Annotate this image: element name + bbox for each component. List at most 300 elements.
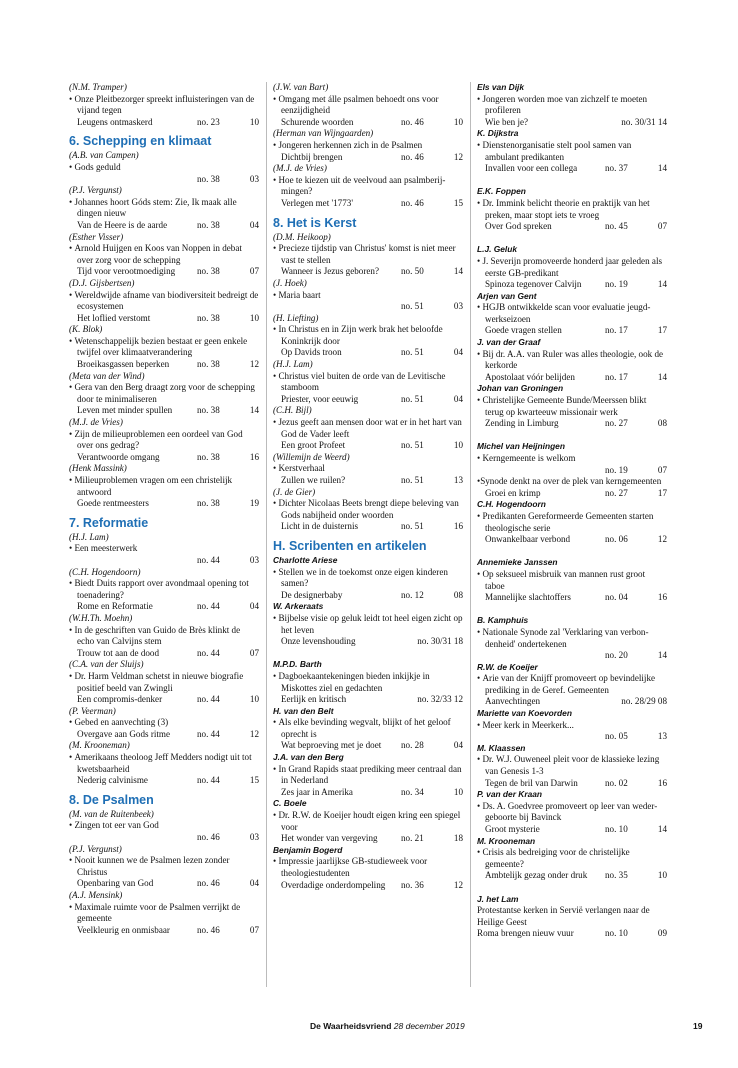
article-reference: [477, 221, 667, 233]
issue-number: no. 17: [605, 371, 628, 382]
column-2: [273, 82, 463, 891]
page-ref: 15: [453, 197, 463, 208]
issue-number: no. 44: [197, 775, 220, 786]
article-description: • Dr. W.J. Ouweneel pleit voor de klassieke lezing van Genesis 1-3: [477, 754, 667, 777]
article-reference: [477, 592, 667, 604]
article-title: Trouw tot aan de dood: [77, 647, 160, 658]
page-ref: 03: [249, 832, 259, 843]
issue-number: no. 44: [197, 694, 220, 705]
author-name: (Willemijn de Weerd): [273, 451, 350, 462]
section-heading: 8. De Psalmen: [69, 792, 154, 807]
article-reference: [477, 870, 667, 882]
article-reference: [69, 775, 259, 787]
article-title: Apostolaat vóór belijden: [485, 371, 575, 382]
article-description: • Amerikaans theoloog Jeff Medders nodigt uit tot kwetsbaarheid: [69, 752, 259, 775]
article-description: • Gebed en aanvechting (3): [69, 717, 259, 729]
article-description: • Dienstenorganisatie stelt pool samen van ambulant predikanten: [477, 140, 667, 163]
article-description: • Een meesterwerk: [69, 543, 259, 555]
issue-number: no. 51: [401, 393, 424, 404]
author-name: Mariette van Koevorden: [477, 708, 572, 719]
issue-number: no. 38: [197, 266, 220, 277]
article-description: • Arnold Huijgen en Koos van Noppen in debat over zorg voor de schepping: [69, 243, 259, 266]
author-name: E.K. Foppen: [477, 186, 526, 197]
article-reference: [69, 694, 259, 706]
issue-number: no. 19: [605, 279, 628, 290]
author-name: (A.J. Mensink): [69, 890, 123, 900]
article-reference: [273, 475, 463, 487]
author-name: R.W. de Koeijer: [477, 661, 538, 672]
author-name: B. Kamphuis: [477, 615, 529, 626]
section-heading: H. Scribenten en artikelen: [273, 538, 427, 553]
article-reference: [477, 778, 667, 790]
article-reference: [69, 452, 259, 464]
article-reference: [477, 731, 667, 743]
issue-number: no. 51: [401, 301, 424, 312]
author-name: (P. Veerman): [69, 705, 116, 716]
issue-number: no. 27: [605, 418, 628, 429]
article-reference: [273, 266, 463, 278]
author-name: C. Boele: [273, 798, 307, 809]
article-title: Roma brengen nieuw vuur: [477, 928, 574, 939]
article-title: Invallen voor een collega: [485, 163, 578, 174]
article-reference: [273, 117, 463, 129]
article-description: • Kerngemeente is welkom: [477, 453, 667, 465]
article-description: • Stellen we in de toekomst onze eigen kinderen samen?: [273, 567, 463, 590]
article-description: • Predikanten Gereformeerde Gemeenten starten theologische serie: [477, 511, 667, 534]
author-name: (J.W. van Bart): [273, 82, 329, 92]
article-reference: [273, 590, 463, 602]
article-title: Tegen de bril van Darwin: [485, 777, 578, 788]
page-ref: 08: [453, 589, 463, 600]
article-reference: [69, 174, 259, 186]
article-reference: [69, 498, 259, 510]
section-heading: 8. Het is Kerst: [273, 215, 357, 230]
article-reference: [477, 928, 667, 940]
article-description: • Impressie jaarlijkse GB-studieweek voor theologiestudenten: [273, 856, 463, 879]
article-title: Rome en Reformatie: [77, 601, 153, 612]
article-reference: [69, 266, 259, 278]
issue-number: no. 35: [605, 870, 628, 881]
article-reference: [69, 313, 259, 325]
article-description: • Bijbelse visie op geluk leidt tot heel eigen zicht op het leven: [273, 613, 463, 636]
article-reference: [69, 832, 259, 844]
issue-number: no. 28: [401, 740, 424, 751]
issue-number: no. 38: [197, 359, 220, 370]
issue-number: no. 46: [197, 924, 220, 935]
page-ref: 08: [657, 418, 667, 429]
article-title: Over God spreken: [485, 221, 552, 232]
page-ref: 12: [453, 151, 463, 162]
spacer: [477, 882, 667, 894]
article-reference: [69, 925, 259, 937]
page-ref: 10: [657, 870, 667, 881]
article-reference: [273, 394, 463, 406]
article-reference: [273, 440, 463, 452]
article-title: Verlegen met '1773': [281, 197, 353, 208]
article-description: • Dr. R.W. de Koeijer houdt eigen kring een spiegel voor: [273, 810, 463, 833]
author-name: M.P.D. Barth: [273, 659, 322, 670]
page-ref: 16: [657, 777, 667, 788]
issue-number: no. 51: [401, 347, 424, 358]
issue-and-page: no. 30/31 18: [417, 636, 463, 647]
article-reference: [273, 521, 463, 533]
page-ref: 19: [249, 498, 259, 509]
author-name: (H.J. Lam): [69, 531, 109, 542]
page-ref: 14: [453, 266, 463, 277]
issue-number: no. 51: [401, 440, 424, 451]
article-description: • Ds. A. Goedvree promoveert op leer van weder-geboorte bij Bavinck: [477, 801, 667, 824]
author-name: (Esther Visser): [69, 231, 124, 242]
author-name: (M. van de Ruitenbeek): [69, 808, 154, 819]
page-ref: 04: [453, 347, 463, 358]
page-ref: 07: [249, 924, 259, 935]
author-name: Els van Dijk: [477, 82, 525, 92]
issue-number: no. 34: [401, 786, 424, 797]
author-name: (M.J. de Vries): [69, 417, 123, 428]
page-ref: 12: [249, 359, 259, 370]
article-reference: [477, 534, 667, 546]
article-title: Wanneer is Jezus geboren?: [281, 266, 379, 277]
article-description: • Jongeren worden moe van zichzelf te moeten profileren: [477, 94, 667, 117]
page-ref: 18: [453, 833, 463, 844]
issue-and-page: no. 28/29 08: [621, 696, 667, 707]
author-name: M. Krooneman: [477, 835, 536, 846]
spacer: [477, 546, 667, 558]
article-title: Het wonder van vergeving: [281, 833, 378, 844]
issue-number: no. 12: [401, 589, 424, 600]
author-name: Johan van Groningen: [477, 383, 564, 394]
issue-number: no. 38: [197, 173, 220, 184]
author-name: (K. Blok): [69, 324, 103, 335]
author-name: J. van der Graaf: [477, 337, 541, 348]
issue-date: 28 december 2019: [393, 1021, 465, 1031]
page-ref: 10: [249, 312, 259, 323]
author-name: (Herman van Wijngaarden): [273, 128, 374, 139]
author-name: (H. Liefting): [273, 312, 319, 323]
author-name: W. Arkeraats: [273, 601, 324, 612]
issue-number: no. 38: [197, 451, 220, 462]
author-name: (Meta van der Wind): [69, 370, 145, 381]
article-title: Van de Heere is de aarde: [77, 219, 168, 230]
article-reference: [273, 740, 463, 752]
column-divider: [470, 82, 471, 987]
page-ref: 04: [249, 878, 259, 889]
spacer: [273, 648, 463, 660]
issue-number: no. 19: [605, 464, 628, 475]
article-description: • Synode denkt na over de plek van kerngemeenten: [477, 476, 667, 488]
article-title: Goede rentmeesters: [77, 498, 149, 509]
article-title: Openbaring van God: [77, 878, 154, 889]
issue-number: no. 44: [197, 647, 220, 658]
article-reference: [273, 833, 463, 845]
issue-and-page: no. 30/31 14: [621, 116, 667, 127]
article-reference: [273, 787, 463, 799]
spacer: [477, 430, 667, 442]
article-title: Broeikasgassen beperken: [77, 359, 170, 370]
issue-number: no. 05: [605, 731, 628, 742]
issue-number: no. 44: [197, 728, 220, 739]
issue-number: no. 23: [197, 116, 220, 127]
article-description: • Jezus geeft aan mensen door wat er in het hart van God de Vader leeft: [273, 417, 463, 440]
author-name: Annemieke Janssen: [477, 557, 558, 568]
page-ref: 04: [453, 740, 463, 751]
article-title: Leven met minder spullen: [77, 405, 173, 416]
article-title: Aanvechtingen: [485, 696, 541, 707]
issue-number: no. 10: [605, 928, 628, 939]
article-title: Groot mysterie: [485, 824, 540, 834]
article-description: • Johannes hoort Góds stem: Zie, Ik maak alle dingen nieuw: [69, 197, 259, 220]
author-name: P. van der Kraan: [477, 789, 543, 800]
page-ref: 10: [453, 786, 463, 797]
article-description: • Wetenschappelijk bezien bestaat er geen enkele twijfel over klimaatverandering: [69, 336, 259, 359]
issue-number: no. 36: [401, 879, 424, 890]
section-heading: 6. Schepping en klimaat: [69, 134, 212, 149]
page-ref: 14: [657, 650, 667, 661]
article-title: Leugens ontmaskerd: [77, 116, 153, 127]
article-title: Onwankelbaar verbond: [485, 534, 571, 545]
article-reference: [273, 880, 463, 892]
article-reference: [273, 636, 463, 648]
article-description: • Nooit kunnen we de Psalmen lezen zonder Christus: [69, 855, 259, 878]
author-name: K. Dijkstra: [477, 128, 519, 139]
page-ref: 12: [657, 534, 667, 545]
page-ref: 04: [249, 219, 259, 230]
author-name: J.A. van den Berg: [273, 752, 344, 763]
author-name: Benjamin Bogerd: [273, 844, 343, 855]
author-name: (D.J. Gijsbertsen): [69, 277, 135, 288]
article-description: • Gods geduld: [69, 162, 259, 174]
article-description: Protestantse kerken in Servië verlangen naar de Heilige Geest: [477, 905, 650, 927]
page-ref: 17: [657, 325, 667, 336]
article-description: • Zijn de milieuproblemen een oordeel van God over ons gedrag?: [69, 429, 259, 452]
spacer: [477, 175, 667, 187]
article-description: • Als elke bevinding wegvalt, blijkt of het geloof oprecht is: [273, 717, 463, 740]
article-description: • Christelijke Gemeente Bunde/Meerssen blikt terug op kwarteeuw missionair werk: [477, 395, 667, 418]
author-name: (H.J. Lam): [273, 359, 313, 370]
issue-number: no. 20: [605, 650, 628, 661]
page-ref: 10: [249, 116, 259, 127]
issue-number: no. 45: [605, 221, 628, 232]
article-description: • Zingen tot eer van God: [69, 820, 259, 832]
column-1: [69, 82, 259, 936]
page-ref: 07: [657, 221, 667, 232]
article-description: • Op seksueel misbruik van mannen rust groot taboe: [477, 569, 667, 592]
page-ref: 14: [249, 405, 259, 416]
page-ref: 10: [453, 440, 463, 451]
article-description: • Nationale Synode zal 'Verklaring van verbon-denheid' ondertekenen: [477, 627, 667, 650]
author-name: L.J. Geluk: [477, 244, 518, 255]
page-ref: 12: [453, 879, 463, 890]
author-name: (N.M. Tramper): [69, 82, 127, 92]
author-name: (P.J. Vergunst): [69, 185, 122, 196]
author-name: (M.J. de Vries): [273, 163, 327, 174]
article-title: Zending in Limburg: [485, 418, 559, 429]
article-description: • Dr. Harm Veldman schetst in nieuwe biografie positief beeld van Zwingli: [69, 671, 259, 694]
page-ref: 07: [657, 464, 667, 475]
article-title: Ambtelijk gezag onder druk: [485, 870, 588, 881]
page-ref: 14: [657, 371, 667, 382]
article-title: Priester, voor eeuwig: [281, 393, 359, 404]
page-ref: 16: [453, 521, 463, 532]
issue-number: no. 46: [197, 832, 220, 843]
article-title: Wat beproeving met je doet: [281, 740, 382, 751]
issue-number: no. 17: [605, 325, 628, 336]
issue-number: no. 44: [197, 601, 220, 612]
author-name: Charlotte Ariese: [273, 554, 338, 565]
author-name: J. het Lam: [477, 893, 519, 904]
issue-number: no. 51: [401, 475, 424, 485]
article-title: Dichtbij brengen: [281, 151, 343, 162]
article-title: Schurende woorden: [281, 116, 354, 127]
article-description: • Meer kerk in Meerkerk...: [477, 720, 667, 732]
spacer: [477, 604, 667, 616]
article-description: • In Christus en in Zijn werk brak het beloofde Koninkrijk door: [273, 324, 463, 347]
page-ref: 09: [657, 928, 667, 939]
issue-number: no. 50: [401, 266, 424, 277]
article-title: Mannelijke slachtoffers: [485, 592, 571, 603]
article-description: • In Grand Rapids staat prediking meer centraal dan in Nederland: [273, 764, 463, 787]
issue-and-page: no. 32/33 12: [417, 694, 463, 705]
article-description: • Dr. Immink belicht theorie en praktijk van het preken, maar stopt iets te vroeg: [477, 198, 667, 221]
article-title: Wie ben je?: [485, 116, 529, 127]
author-name: C.H. Hogendoorn: [477, 499, 546, 510]
article-reference: [477, 488, 667, 500]
article-description: • Omgang met álle psalmen behoedt ons voor eenzijdigheid: [273, 94, 463, 117]
page-ref: 12: [249, 728, 259, 739]
article-title: [77, 555, 197, 567]
article-description: • Maximale ruimte voor de Psalmen verrijkt de gemeente: [69, 902, 259, 925]
article-title: Onze levenshouding: [281, 636, 356, 647]
author-name: (Henk Massink): [69, 463, 127, 474]
page-ref: 04: [249, 601, 259, 612]
page-ref: 10: [249, 694, 259, 705]
article-title: Overdadige onderdompeling: [281, 879, 386, 890]
article-description: • J. Severijn promoveerde honderd jaar geleden als eerste GB-predikant: [477, 256, 667, 279]
article-description: • Onze Pleitbezorger spreekt influisteringen van de vijand tegen: [69, 94, 259, 117]
page-ref: 14: [657, 824, 667, 834]
article-title: Spinoza tegenover Calvijn: [485, 279, 582, 290]
page-number: 19: [693, 1021, 703, 1031]
article-description: • Dichter Nicolaas Beets brengt diepe beleving van Gods nabijheid onder woorden: [273, 498, 463, 521]
article-title: [77, 174, 197, 186]
issue-number: no. 46: [401, 151, 424, 162]
issue-number: no. 38: [197, 498, 220, 509]
article-title: Zes jaar in Amerika: [281, 786, 353, 797]
article-title: Goede vragen stellen: [485, 325, 562, 336]
author-name: (D.M. Heikoop): [273, 231, 331, 242]
article-title: Overgave aan Gods ritme: [77, 728, 171, 739]
article-reference: [273, 694, 463, 706]
article-title: Verantwoorde omgang: [77, 451, 160, 462]
article-reference: [69, 555, 259, 567]
page-ref: 03: [249, 173, 259, 184]
article-reference: [477, 372, 667, 384]
author-name: H. van den Belt: [273, 705, 334, 716]
article-reference: [69, 601, 259, 613]
page-ref: 04: [453, 393, 463, 404]
issue-number: no. 38: [197, 405, 220, 416]
article-reference: [477, 163, 667, 175]
issue-number: no. 38: [197, 219, 220, 230]
author-name: (J. de Gier): [273, 486, 316, 497]
article-description: • Maria baart: [273, 290, 463, 302]
article-title: Groei en krimp: [485, 487, 541, 498]
article-reference: [273, 198, 463, 210]
page-ref: 14: [657, 163, 667, 174]
page-ref: 07: [249, 647, 259, 658]
author-name: (J. Hoek): [273, 277, 307, 288]
author-name: (A.B. van Campen): [69, 150, 139, 161]
article-reference: [477, 824, 667, 836]
article-reference: [69, 405, 259, 417]
issue-number: no. 06: [605, 534, 628, 545]
page-ref: 03: [249, 554, 259, 565]
article-reference: [69, 648, 259, 660]
article-description: • Arie van der Knijff promoveert op bevindelijke prediking in de Geref. Gemeenten: [477, 673, 667, 696]
article-title: Eerlijk en kritisch: [281, 694, 347, 705]
author-name: Michel van Heijningen: [477, 441, 565, 452]
article-description: • Milieuproblemen vragen om een christelijk antwoord: [69, 475, 259, 498]
article-description: • In de geschriften van Guido de Brès klinkt de echo van Calvijns stem: [69, 625, 259, 648]
article-description: • Dagboekaantekeningen bieden inkijkje in Miskottes ziel en gedachten: [273, 671, 463, 694]
issue-number: no. 37: [605, 163, 628, 174]
article-reference: [69, 729, 259, 741]
article-reference: [69, 117, 259, 129]
article-reference: [477, 117, 667, 129]
article-title: Een groot Profeet: [281, 440, 346, 451]
page-ref: 10: [453, 116, 463, 127]
article-description: • Hoe te kiezen uit de veelvoud aan psalmberij-mingen?: [273, 175, 463, 198]
article-reference: [273, 347, 463, 359]
author-name: (C.H. Bijl): [273, 405, 312, 416]
author-name: (C.H. Hogendoorn): [69, 566, 141, 577]
spacer: [477, 233, 667, 245]
article-title: Veelkleurig en onmisbaar: [77, 924, 170, 935]
author-name: (P.J. Vergunst): [69, 843, 122, 854]
article-reference: [477, 696, 667, 708]
column-3: [477, 82, 667, 940]
article-title: [485, 465, 605, 477]
article-reference: [477, 418, 667, 430]
article-title: Licht in de duisternis: [281, 521, 359, 532]
issue-number: no. 27: [605, 487, 628, 498]
author-name: (W.H.Th. Moehn): [69, 612, 133, 623]
page-ref: 16: [249, 451, 259, 462]
issue-number: no. 21: [401, 833, 424, 844]
article-title: De designerbaby: [281, 589, 343, 600]
issue-number: no. 04: [605, 592, 628, 603]
issue-number: no. 46: [197, 878, 220, 889]
article-reference: [69, 220, 259, 232]
article-reference: [477, 325, 667, 337]
article-title: [485, 650, 605, 662]
article-title: Een compromis-denker: [77, 694, 163, 705]
issue-number: no. 44: [197, 554, 220, 565]
article-reference: [69, 359, 259, 371]
page-ref: 16: [657, 592, 667, 603]
page-ref: 03: [453, 301, 463, 312]
page-ref: 13: [657, 731, 667, 742]
article-description: • Kerstverhaal: [273, 463, 463, 475]
article-description: • Jongeren herkennen zich in de Psalmen: [273, 140, 463, 152]
article-title: Zullen we ruilen?: [281, 475, 346, 485]
article-reference: [273, 301, 463, 313]
page-ref: 14: [657, 279, 667, 290]
author-name: M. Klaassen: [477, 742, 526, 753]
issue-number: no. 46: [401, 197, 424, 208]
issue-number: no. 38: [197, 312, 220, 323]
article-title: [485, 731, 605, 743]
